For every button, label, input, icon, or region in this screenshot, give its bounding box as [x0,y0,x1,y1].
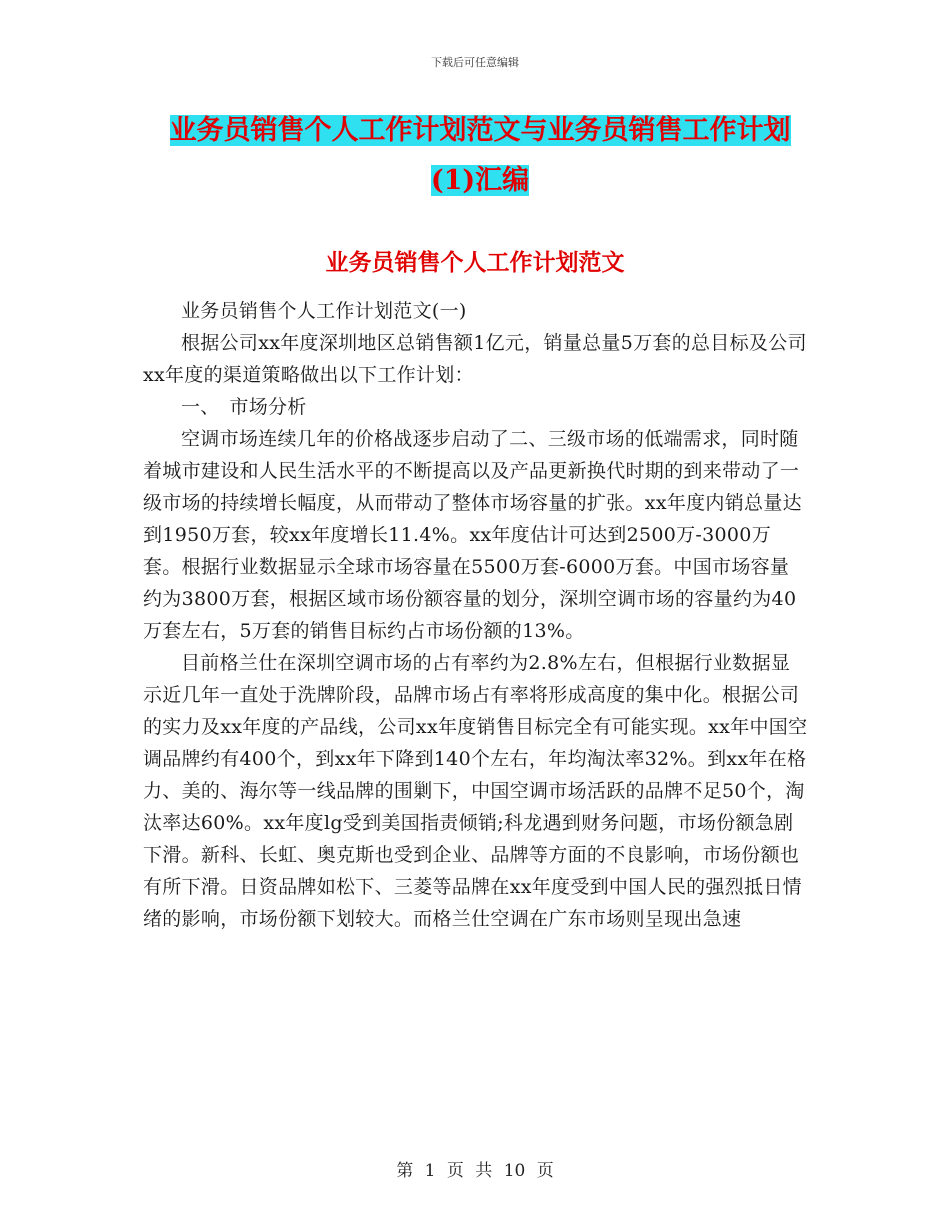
page-header-note: 下载后可任意编辑 [431,56,519,69]
paragraph: 目前格兰仕在深圳空调市场的占有率约为2.8%左右，但根据行业数据显示近几年一直处于洗牌阶段，品牌市场占有率将形成高度的集中化。根据公司的实力及xx年度的产品线，公司xx年度销售目标完全有可能实现。xx年中国空调品牌约有400个，到xx年下降到140个左右，年均淘汰率32%。到xx年在格力、美的、海尔等一线品牌的围剿下，中国空调市场活跃的品牌不足50个，淘汰率达60%。xx年度lg受到美国指责倾销;科龙遇到财务问题，市场份额急剧下滑。新科、长虹、奥克斯也受到企业、品牌等方面的不良影响，市场份额也有所下滑。日资品牌如松下、三菱等品牌在xx年度受到中国人民的强烈抵日情绪的影响，市场份额下划较大。而格兰仕空调在广东市场则呈现出急速 [143,652,808,930]
paragraph: 空调市场连续几年的价格战逐步启动了二、三级市场的低端需求，同时随着城市建设和人民生活水平的不断提高以及产品更新换代时期的到来带动了一级市场的持续增长幅度，从而带动了整体市场容量的扩张。xx年度内销总量达到1950万套，较xx年度增长11.4%。xx年度估计可达到2500万-3000万套。根据行业数据显示全球市场容量在5500万套-6000万套。中国市场容量约为3800万套，根据区域市场份额容量的划分，深圳空调市场的容量约为40万套左右，5万套的销售目标约占市场份额的13%。 [143,428,802,642]
document-title-line1: 业务员销售个人工作计划范文与业务员销售工作计划 [169,115,791,146]
section-title: 业务员销售个人工作计划范文 [325,249,625,276]
page-footer: 第 1 页 共 10 页 [396,1161,554,1181]
document-title [145,106,815,206]
paragraph-heading: 业务员销售个人工作计划范文(一) [181,300,467,322]
document-body [143,295,808,935]
document-title-line2: (1)汇编 [430,165,530,196]
paragraph-heading: 一、 市场分析 [181,396,307,418]
paragraph: 根据公司xx年度深圳地区总销售额1亿元，销量总量5万套的总目标及公司xx年度的渠道策略做出以下工作计划： [143,332,807,386]
